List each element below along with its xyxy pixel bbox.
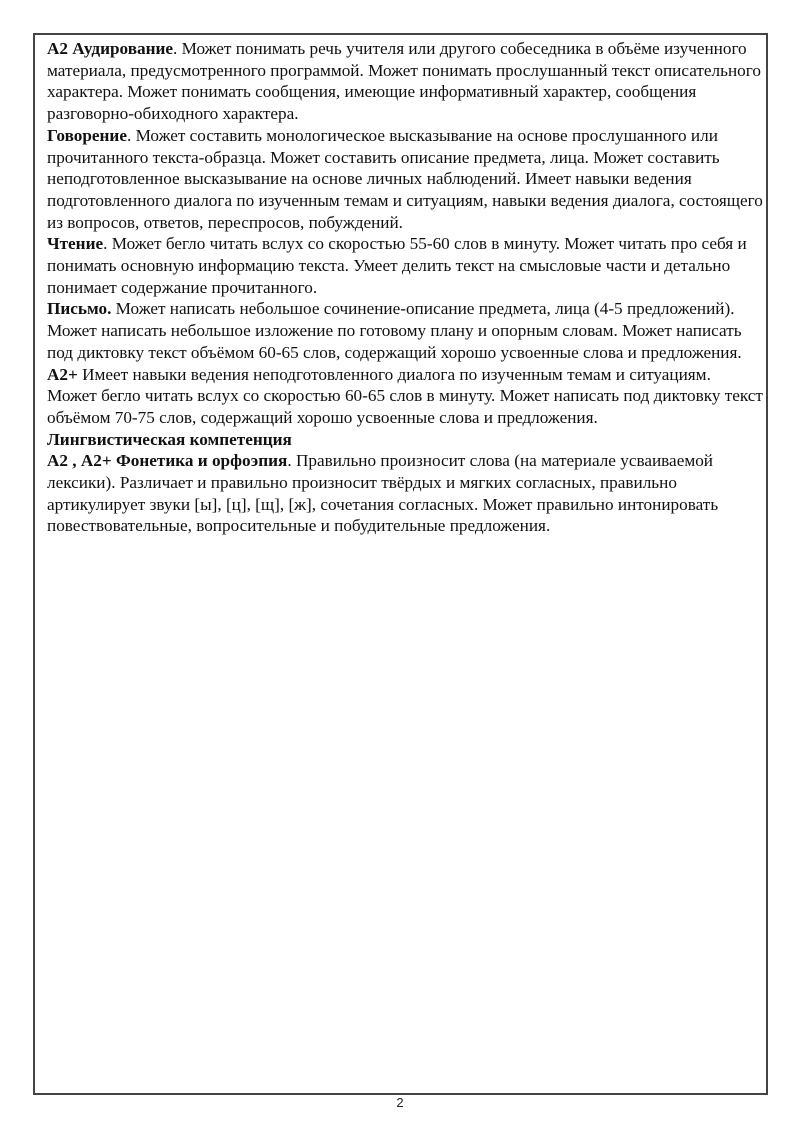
paragraph-reading	[47, 233, 763, 298]
paragraph-heading: А2+	[47, 364, 78, 384]
paragraph-heading: А2 , А2+ Фонетика и орфоэпия	[47, 451, 288, 471]
paragraph-phonetics	[47, 450, 763, 537]
paragraph-a2-plus	[47, 364, 763, 429]
paragraph-text: Может написать небольшое сочинение-описание предмета, лица (4-5 предложений). Может написать небольшое изложение по готовому плану и опорным словам. Может написать под диктовку текст объёмом 60-65 слов, содержащий хорошо усвоенные слова и предложения.	[47, 299, 742, 362]
paragraph-text: . Может понимать речь учителя или другого собеседника в объёме изученного материала, предусмотренного программой. Может понимать прослушанный текст описательного характера. Может понимать сообщения, имеющие информативный характер, сообщения разговорно-обиходного характера.	[47, 39, 761, 124]
paragraph-heading: Письмо.	[47, 299, 112, 319]
section-heading-linguistic-competence	[47, 429, 763, 451]
paragraph-writing	[47, 298, 763, 363]
paragraph-text: Имеет навыки ведения неподготовленного диалога по изученным темам и ситуациям. Может бегло читать вслух со скоростью 60-65 слов в минуту. Может написать под диктовку текст объёмом 70-75 слов, содержащий хорошо усвоенные слова и предложения.	[47, 364, 763, 427]
paragraph-text: . Может бегло читать вслух со скоростью 55-60 слов в минуту. Может читать про себя и понимать основную информацию текста. Умеет делить текст на смысловые части и детально понимает содержание прочитанного.	[47, 234, 747, 297]
paragraph-listening	[47, 38, 763, 125]
paragraph-heading: А2 Аудирование	[47, 39, 174, 58]
document-body	[47, 38, 763, 537]
paragraph-heading: Говорение	[47, 125, 127, 145]
page-number: 2	[396, 1095, 404, 1110]
paragraph-heading: Чтение	[47, 234, 104, 254]
paragraph-text: . Правильно произносит слова (на материале усваиваемой лексики). Различает и правильно произносит твёрдых и мягких согласных, правильно артикулирует звуки [ы], [ц], [щ], [ж], сочетания согласных. Может правильно интонировать повествовательные, вопросительные и побудительные предложения.	[47, 451, 719, 536]
paragraph-heading: Лингвистическая компетенция	[47, 429, 292, 449]
paragraph-speaking	[47, 125, 763, 234]
paragraph-text: . Может составить монологическое высказывание на основе прослушанного или прочитанного текста-образца. Может составить описание предмета, лица. Может составить неподготовленное высказывание на основе личных наблюдений. Имеет навыки ведения подготовленного диалога по изученным темам и ситуациям, навыки ведения диалога, состоящего из вопросов, ответов, переспросов, побуждений.	[47, 125, 763, 232]
